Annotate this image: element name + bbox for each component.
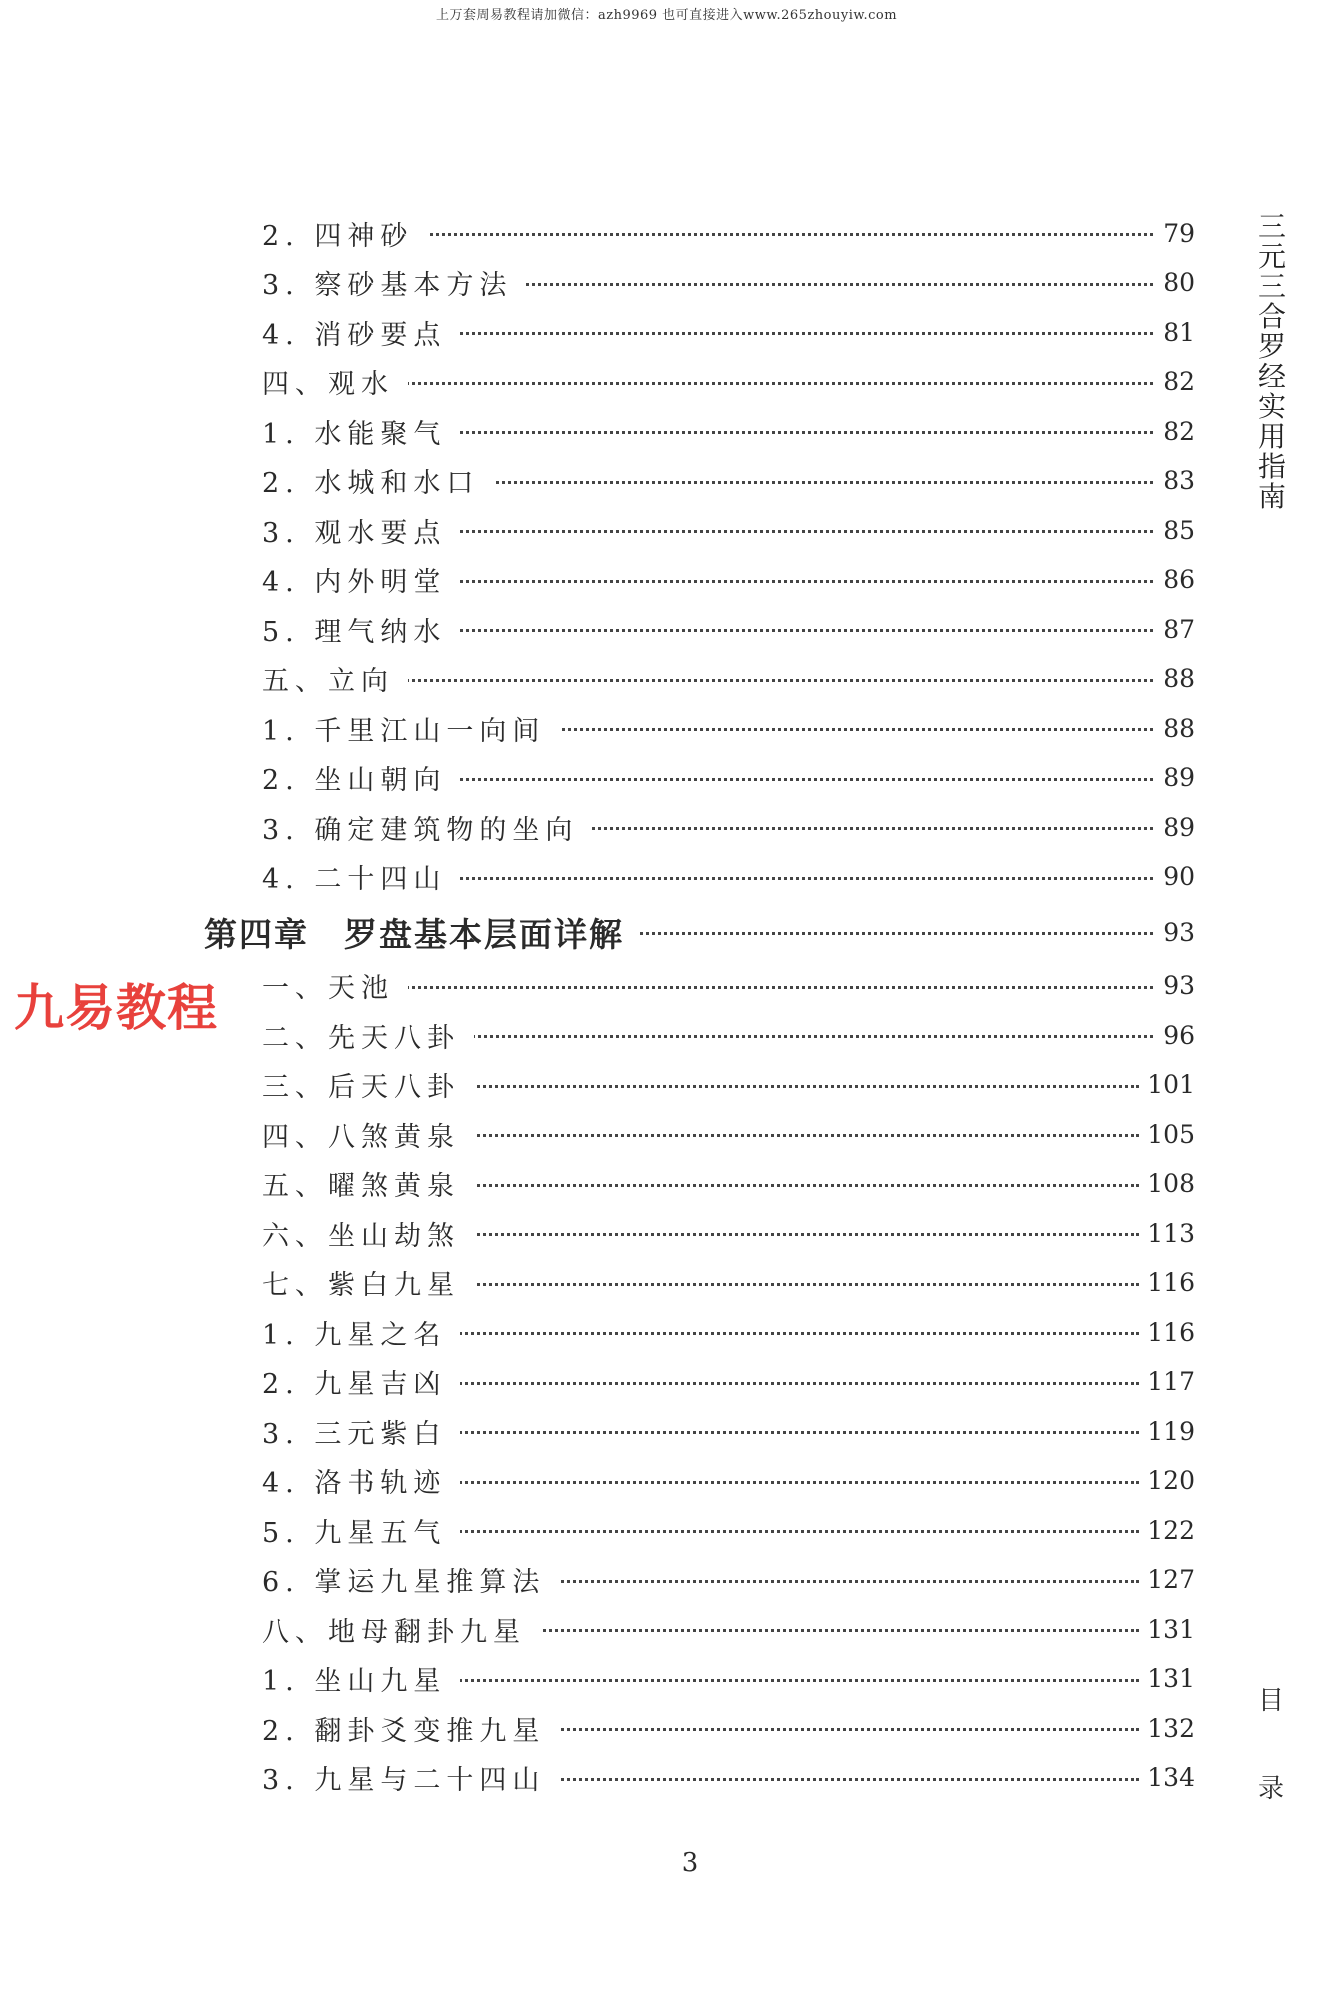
toc-entry-label: 4. 二十四山: [262, 857, 460, 896]
side-title-char: 实: [1257, 390, 1286, 423]
toc-entry-label: 七、紫白九星: [262, 1263, 474, 1302]
toc-entry-label: 五、曜煞黄泉: [262, 1164, 474, 1203]
toc-entry-label: 3. 三元紫白: [262, 1412, 460, 1451]
toc-entry-row: [0, 1161, 1333, 1207]
toc-entry-row: [0, 507, 1333, 553]
toc-entry-row: [0, 408, 1333, 454]
toc-entry-row: [0, 656, 1333, 702]
toc-entry-page: 83: [1163, 466, 1195, 495]
toc-entry-page: 131: [1147, 1664, 1195, 1693]
toc-entry-page: 116: [1147, 1317, 1195, 1347]
toc-entry-row: [0, 1606, 1333, 1652]
toc-entry-row: [0, 557, 1333, 603]
toc-entry-page: 116: [1147, 1268, 1195, 1297]
toc-entry-row: [0, 1458, 1333, 1504]
toc-entry-label: 3. 观水要点: [262, 511, 460, 550]
toc-entry-page: 87: [1163, 614, 1195, 644]
toc-entry-label: 3. 确定建筑物的坐向: [262, 808, 592, 847]
toc-entry-label: 1. 水能聚气: [262, 412, 460, 451]
toc-entry-page: 93: [1163, 917, 1195, 947]
toc-entry-label: 六、坐山劫煞: [262, 1214, 474, 1253]
toc-entry-label: 一、天池: [262, 966, 408, 1005]
toc-entry-row: [0, 854, 1333, 900]
toc-entry-label: 2. 四神砂: [262, 214, 427, 253]
side-title-char: 用: [1257, 420, 1286, 453]
toc-entry-page: 89: [1163, 812, 1195, 842]
toc-entry-label: 4. 消砂要点: [262, 313, 460, 352]
side-label-mu: 目: [1258, 1686, 1285, 1716]
toc-entry-row: [0, 705, 1333, 751]
toc-entry-row: [0, 1408, 1333, 1454]
toc-entry-row: [0, 1260, 1333, 1306]
toc-entry-page: 120: [1147, 1466, 1195, 1495]
side-title-char: 南: [1257, 480, 1286, 513]
toc-entry-label: 2. 九星吉凶: [262, 1362, 460, 1401]
toc-entry-page: 90: [1163, 862, 1195, 891]
toc-entry-page: 127: [1147, 1565, 1195, 1594]
toc-entry-row: [0, 458, 1333, 504]
toc-entry-label: 三、后天八卦: [262, 1065, 474, 1104]
side-title-char: 罗: [1257, 330, 1286, 363]
toc-entry-page: 132: [1147, 1713, 1195, 1743]
toc-entry-row: [0, 963, 1333, 1009]
toc-entry-row: [0, 1309, 1333, 1355]
toc-entry-row: [0, 1359, 1333, 1405]
toc-entry-page: 113: [1147, 1218, 1195, 1248]
header-note: 上万套周易教程请加微信：azh9969 也可直接进入www.265zhouyiw.com: [435, 8, 898, 23]
toc-entry-label: 四、八煞黄泉: [262, 1115, 474, 1154]
toc-entry-page: 86: [1163, 565, 1195, 594]
side-title-char: 合: [1257, 300, 1286, 333]
toc-entry-page: 134: [1147, 1763, 1195, 1792]
side-title-char: 三: [1257, 270, 1286, 303]
toc-entry-page: 122: [1147, 1515, 1195, 1545]
toc-entry-page: 96: [1163, 1020, 1195, 1050]
toc-entry-row: [0, 804, 1333, 850]
toc-entry-label: 八、地母翻卦九星: [262, 1610, 540, 1649]
toc-entry-label: 四、观水: [262, 362, 408, 401]
side-title-char: 三: [1257, 210, 1286, 243]
toc-entry-row: [0, 260, 1333, 306]
toc-entry-page: 93: [1163, 971, 1195, 1000]
page-number: 3: [681, 1848, 699, 1878]
toc-entry-row: [0, 359, 1333, 405]
toc-entry-row: [0, 210, 1333, 256]
toc-entry-page: 88: [1163, 664, 1195, 693]
toc-entry-label: 1. 千里江山一向间: [262, 709, 559, 748]
watermark-logo: 九易教程: [14, 979, 218, 1037]
toc-entry-row: [0, 1557, 1333, 1603]
toc-entry-page: 89: [1163, 763, 1195, 792]
toc-entry-label: 2. 水城和水口: [262, 461, 493, 500]
toc-entry-page: 79: [1163, 218, 1195, 248]
toc-entry-row: [0, 755, 1333, 801]
toc-entry-label: 二、先天八卦: [262, 1016, 474, 1055]
toc-entry-label: 3. 察砂基本方法: [262, 263, 526, 302]
toc-entry-row: [0, 1210, 1333, 1256]
toc-entry-page: 101: [1147, 1070, 1195, 1099]
toc-entry-label: 第四章 罗盘基本层面详解: [204, 909, 638, 956]
toc-entry-row: [0, 1507, 1333, 1553]
toc-entry-row: [0, 1062, 1333, 1108]
toc-entry-row: [0, 309, 1333, 355]
side-title-char: 经: [1257, 360, 1286, 393]
toc-entry-label: 1. 九星之名: [262, 1313, 460, 1352]
toc-chapter-row: [0, 909, 1333, 955]
toc-entry-page: 117: [1147, 1367, 1195, 1396]
side-title-char: 指: [1257, 450, 1286, 483]
toc-entry-label: 4. 洛书轨迹: [262, 1461, 460, 1500]
toc-entry-label: 5. 九星五气: [262, 1511, 460, 1550]
toc-entry-label: 5. 理气纳水: [262, 610, 460, 649]
toc-entry-label: 五、立向: [262, 659, 408, 698]
toc-entry-page: 80: [1163, 268, 1195, 297]
side-title-char: 元: [1257, 240, 1286, 273]
toc-entry-page: 82: [1163, 367, 1195, 396]
side-label-lu: 录: [1258, 1774, 1285, 1804]
toc-entry-page: 119: [1147, 1416, 1195, 1446]
toc-entry-row: [0, 1755, 1333, 1801]
toc-entry-label: 4. 内外明堂: [262, 560, 460, 599]
toc-entry-label: 1. 坐山九星: [262, 1659, 460, 1698]
toc-entry-page: 88: [1163, 713, 1195, 743]
toc-entry-row: [0, 606, 1333, 652]
toc-entry-label: 2. 翻卦爻变推九星: [262, 1709, 559, 1748]
toc-entry-page: 108: [1147, 1169, 1195, 1198]
toc-entry-row: [0, 1012, 1333, 1058]
toc-entry-page: 131: [1147, 1614, 1195, 1644]
toc-entry-row: [0, 1111, 1333, 1157]
toc-entry-row: [0, 1656, 1333, 1702]
toc-entry-page: 82: [1163, 416, 1195, 446]
toc-entry-row: [0, 1705, 1333, 1751]
toc-entry-page: 105: [1147, 1119, 1195, 1149]
toc-entry-page: 81: [1163, 317, 1195, 347]
toc-entry-label: 2. 坐山朝向: [262, 758, 460, 797]
toc-entry-label: 6. 掌运九星推算法: [262, 1560, 559, 1599]
toc-entry-label: 3. 九星与二十四山: [262, 1758, 559, 1797]
toc-entry-page: 85: [1163, 515, 1195, 545]
